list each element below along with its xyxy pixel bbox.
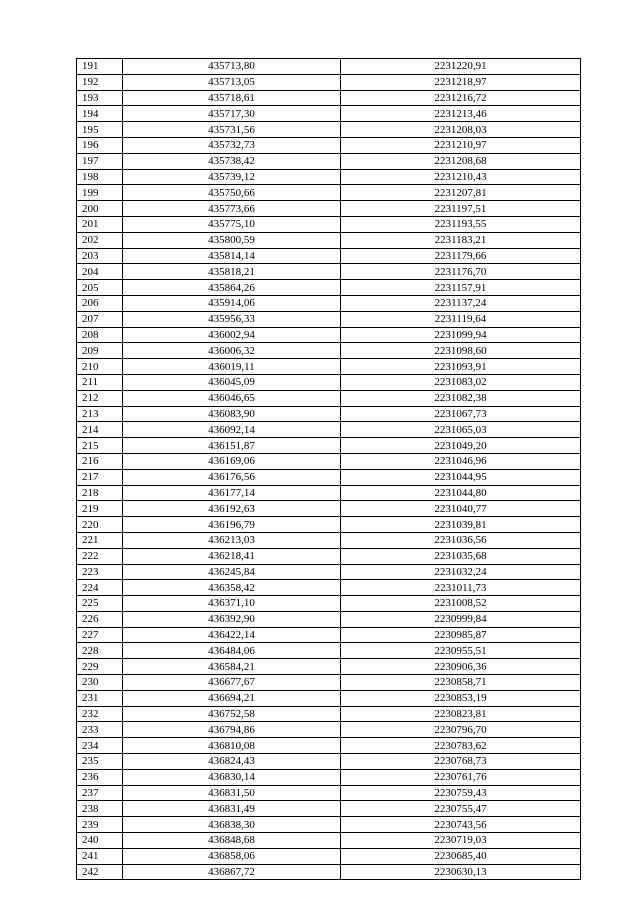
point-number-cell: 204 (77, 264, 123, 280)
x-coordinate-cell: 435775,10 (123, 216, 341, 232)
table-row (77, 122, 581, 138)
table-row (77, 690, 581, 706)
y-coordinate-cell: 2231157,91 (341, 280, 581, 296)
x-coordinate-cell: 436752,58 (123, 706, 341, 722)
table-row (77, 754, 581, 770)
point-number-cell: 224 (77, 580, 123, 596)
point-number-cell: 223 (77, 564, 123, 580)
table-row (77, 801, 581, 817)
table-row (77, 769, 581, 785)
table-row (77, 453, 581, 469)
y-coordinate-cell: 2231176,70 (341, 264, 581, 280)
y-coordinate-cell: 2231119,64 (341, 311, 581, 327)
y-coordinate-cell: 2230685,40 (341, 848, 581, 864)
table-row (77, 106, 581, 122)
point-number-cell: 194 (77, 106, 123, 122)
table-row (77, 643, 581, 659)
point-number-cell: 236 (77, 769, 123, 785)
y-coordinate-cell: 2231040,77 (341, 501, 581, 517)
point-number-cell: 220 (77, 517, 123, 533)
table-row (77, 74, 581, 90)
point-number-cell: 229 (77, 659, 123, 675)
table-row (77, 264, 581, 280)
point-number-cell: 216 (77, 453, 123, 469)
coordinates-table (76, 58, 581, 880)
x-coordinate-cell: 436858,06 (123, 848, 341, 864)
x-coordinate-cell: 436192,63 (123, 501, 341, 517)
x-coordinate-cell: 436371,10 (123, 596, 341, 612)
point-number-cell: 228 (77, 643, 123, 659)
point-number-cell: 227 (77, 627, 123, 643)
y-coordinate-cell: 2231093,91 (341, 359, 581, 375)
x-coordinate-cell: 436169,06 (123, 453, 341, 469)
point-number-cell: 230 (77, 675, 123, 691)
table-row (77, 469, 581, 485)
x-coordinate-cell: 436831,49 (123, 801, 341, 817)
y-coordinate-cell: 2230719,03 (341, 833, 581, 849)
y-coordinate-cell: 2231218,97 (341, 74, 581, 90)
y-coordinate-cell: 2231197,51 (341, 201, 581, 217)
y-coordinate-cell: 2231179,66 (341, 248, 581, 264)
point-number-cell: 235 (77, 754, 123, 770)
table-row (77, 548, 581, 564)
y-coordinate-cell: 2231035,68 (341, 548, 581, 564)
table-row (77, 59, 581, 75)
point-number-cell: 197 (77, 153, 123, 169)
y-coordinate-cell: 2231207,81 (341, 185, 581, 201)
table-row (77, 706, 581, 722)
y-coordinate-cell: 2230955,51 (341, 643, 581, 659)
y-coordinate-cell: 2231065,03 (341, 422, 581, 438)
table-row (77, 501, 581, 517)
x-coordinate-cell: 436177,14 (123, 485, 341, 501)
y-coordinate-cell: 2230743,56 (341, 817, 581, 833)
table-row (77, 201, 581, 217)
point-number-cell: 237 (77, 785, 123, 801)
table-row (77, 232, 581, 248)
point-number-cell: 201 (77, 216, 123, 232)
y-coordinate-cell: 2230823,81 (341, 706, 581, 722)
y-coordinate-cell: 2231208,03 (341, 122, 581, 138)
y-coordinate-cell: 2231210,43 (341, 169, 581, 185)
point-number-cell: 234 (77, 738, 123, 754)
y-coordinate-cell: 2231039,81 (341, 517, 581, 533)
point-number-cell: 226 (77, 611, 123, 627)
point-number-cell: 209 (77, 343, 123, 359)
x-coordinate-cell: 435717,30 (123, 106, 341, 122)
table-row (77, 137, 581, 153)
table-row (77, 785, 581, 801)
x-coordinate-cell: 436824,43 (123, 754, 341, 770)
table-row (77, 216, 581, 232)
table-row (77, 659, 581, 675)
table-row (77, 517, 581, 533)
x-coordinate-cell: 435914,06 (123, 295, 341, 311)
x-coordinate-cell: 436006,32 (123, 343, 341, 359)
y-coordinate-cell: 2230761,76 (341, 769, 581, 785)
point-number-cell: 225 (77, 596, 123, 612)
x-coordinate-cell: 436838,30 (123, 817, 341, 833)
x-coordinate-cell: 435956,33 (123, 311, 341, 327)
y-coordinate-cell: 2231183,21 (341, 232, 581, 248)
x-coordinate-cell: 436794,86 (123, 722, 341, 738)
table-row (77, 596, 581, 612)
x-coordinate-cell: 435713,05 (123, 74, 341, 90)
x-coordinate-cell: 436196,79 (123, 517, 341, 533)
y-coordinate-cell: 2231044,80 (341, 485, 581, 501)
point-number-cell: 239 (77, 817, 123, 833)
table-row (77, 327, 581, 343)
x-coordinate-cell: 436176,56 (123, 469, 341, 485)
x-coordinate-cell: 436218,41 (123, 548, 341, 564)
y-coordinate-cell: 2231098,60 (341, 343, 581, 359)
point-number-cell: 240 (77, 833, 123, 849)
y-coordinate-cell: 2231213,46 (341, 106, 581, 122)
y-coordinate-cell: 2230783,62 (341, 738, 581, 754)
point-number-cell: 212 (77, 390, 123, 406)
y-coordinate-cell: 2231210,97 (341, 137, 581, 153)
point-number-cell: 210 (77, 359, 123, 375)
x-coordinate-cell: 436867,72 (123, 864, 341, 880)
x-coordinate-cell: 435731,56 (123, 122, 341, 138)
table-row (77, 185, 581, 201)
y-coordinate-cell: 2231082,38 (341, 390, 581, 406)
x-coordinate-cell: 435750,66 (123, 185, 341, 201)
table-row (77, 532, 581, 548)
table-row (77, 390, 581, 406)
table-row (77, 848, 581, 864)
y-coordinate-cell: 2231011,73 (341, 580, 581, 596)
x-coordinate-cell: 436358,42 (123, 580, 341, 596)
table-row (77, 438, 581, 454)
point-number-cell: 198 (77, 169, 123, 185)
y-coordinate-cell: 2230759,43 (341, 785, 581, 801)
x-coordinate-cell: 435818,21 (123, 264, 341, 280)
table-row (77, 295, 581, 311)
point-number-cell: 231 (77, 690, 123, 706)
point-number-cell: 221 (77, 532, 123, 548)
point-number-cell: 200 (77, 201, 123, 217)
y-coordinate-cell: 2230985,87 (341, 627, 581, 643)
table-row (77, 311, 581, 327)
table-row (77, 833, 581, 849)
point-number-cell: 218 (77, 485, 123, 501)
x-coordinate-cell: 436002,94 (123, 327, 341, 343)
x-coordinate-cell: 435738,42 (123, 153, 341, 169)
point-number-cell: 196 (77, 137, 123, 153)
x-coordinate-cell: 436810,08 (123, 738, 341, 754)
table-row (77, 675, 581, 691)
y-coordinate-cell: 2230755,47 (341, 801, 581, 817)
y-coordinate-cell: 2230796,70 (341, 722, 581, 738)
y-coordinate-cell: 2231067,73 (341, 406, 581, 422)
table-row (77, 422, 581, 438)
coordinates-table-body (77, 59, 581, 880)
y-coordinate-cell: 2231046,96 (341, 453, 581, 469)
y-coordinate-cell: 2231032,24 (341, 564, 581, 580)
point-number-cell: 215 (77, 438, 123, 454)
table-row (77, 611, 581, 627)
point-number-cell: 233 (77, 722, 123, 738)
point-number-cell: 232 (77, 706, 123, 722)
x-coordinate-cell: 436245,84 (123, 564, 341, 580)
x-coordinate-cell: 436213,03 (123, 532, 341, 548)
y-coordinate-cell: 2231099,94 (341, 327, 581, 343)
x-coordinate-cell: 436083,90 (123, 406, 341, 422)
x-coordinate-cell: 436694,21 (123, 690, 341, 706)
point-number-cell: 242 (77, 864, 123, 880)
point-number-cell: 202 (77, 232, 123, 248)
table-row (77, 153, 581, 169)
table-row (77, 864, 581, 880)
table-row (77, 343, 581, 359)
y-coordinate-cell: 2230768,73 (341, 754, 581, 770)
point-number-cell: 193 (77, 90, 123, 106)
point-number-cell: 207 (77, 311, 123, 327)
y-coordinate-cell: 2230853,19 (341, 690, 581, 706)
y-coordinate-cell: 2231216,72 (341, 90, 581, 106)
y-coordinate-cell: 2231208,68 (341, 153, 581, 169)
table-row (77, 248, 581, 264)
point-number-cell: 192 (77, 74, 123, 90)
x-coordinate-cell: 436830,14 (123, 769, 341, 785)
point-number-cell: 238 (77, 801, 123, 817)
table-row (77, 580, 581, 596)
table-row (77, 627, 581, 643)
y-coordinate-cell: 2230630,13 (341, 864, 581, 880)
table-row (77, 374, 581, 390)
x-coordinate-cell: 436484,06 (123, 643, 341, 659)
table-row (77, 817, 581, 833)
y-coordinate-cell: 2230906,36 (341, 659, 581, 675)
table-row (77, 280, 581, 296)
x-coordinate-cell: 435814,14 (123, 248, 341, 264)
y-coordinate-cell: 2230999,84 (341, 611, 581, 627)
point-number-cell: 208 (77, 327, 123, 343)
x-coordinate-cell: 435732,73 (123, 137, 341, 153)
point-number-cell: 217 (77, 469, 123, 485)
point-number-cell: 211 (77, 374, 123, 390)
y-coordinate-cell: 2231044,95 (341, 469, 581, 485)
x-coordinate-cell: 436151,87 (123, 438, 341, 454)
x-coordinate-cell: 436092,14 (123, 422, 341, 438)
table-row (77, 359, 581, 375)
table-row (77, 406, 581, 422)
point-number-cell: 219 (77, 501, 123, 517)
x-coordinate-cell: 436046,65 (123, 390, 341, 406)
table-row (77, 90, 581, 106)
x-coordinate-cell: 436848,68 (123, 833, 341, 849)
y-coordinate-cell: 2231036,56 (341, 532, 581, 548)
x-coordinate-cell: 435864,26 (123, 280, 341, 296)
x-coordinate-cell: 435800,59 (123, 232, 341, 248)
point-number-cell: 203 (77, 248, 123, 264)
point-number-cell: 214 (77, 422, 123, 438)
x-coordinate-cell: 436677,67 (123, 675, 341, 691)
y-coordinate-cell: 2231008,52 (341, 596, 581, 612)
x-coordinate-cell: 435739,12 (123, 169, 341, 185)
point-number-cell: 241 (77, 848, 123, 864)
y-coordinate-cell: 2231137,24 (341, 295, 581, 311)
point-number-cell: 206 (77, 295, 123, 311)
x-coordinate-cell: 436584,21 (123, 659, 341, 675)
x-coordinate-cell: 435773,66 (123, 201, 341, 217)
point-number-cell: 199 (77, 185, 123, 201)
point-number-cell: 205 (77, 280, 123, 296)
table-row (77, 169, 581, 185)
x-coordinate-cell: 436045,09 (123, 374, 341, 390)
x-coordinate-cell: 435713,80 (123, 59, 341, 75)
y-coordinate-cell: 2231193,55 (341, 216, 581, 232)
x-coordinate-cell: 436831,50 (123, 785, 341, 801)
point-number-cell: 222 (77, 548, 123, 564)
x-coordinate-cell: 436019,11 (123, 359, 341, 375)
point-number-cell: 195 (77, 122, 123, 138)
x-coordinate-cell: 436392,90 (123, 611, 341, 627)
y-coordinate-cell: 2230858,71 (341, 675, 581, 691)
point-number-cell: 213 (77, 406, 123, 422)
table-row (77, 485, 581, 501)
y-coordinate-cell: 2231220,91 (341, 59, 581, 75)
x-coordinate-cell: 436422,14 (123, 627, 341, 643)
y-coordinate-cell: 2231083,02 (341, 374, 581, 390)
x-coordinate-cell: 435718,61 (123, 90, 341, 106)
point-number-cell: 191 (77, 59, 123, 75)
table-row (77, 738, 581, 754)
y-coordinate-cell: 2231049,20 (341, 438, 581, 454)
table-row (77, 722, 581, 738)
table-row (77, 564, 581, 580)
